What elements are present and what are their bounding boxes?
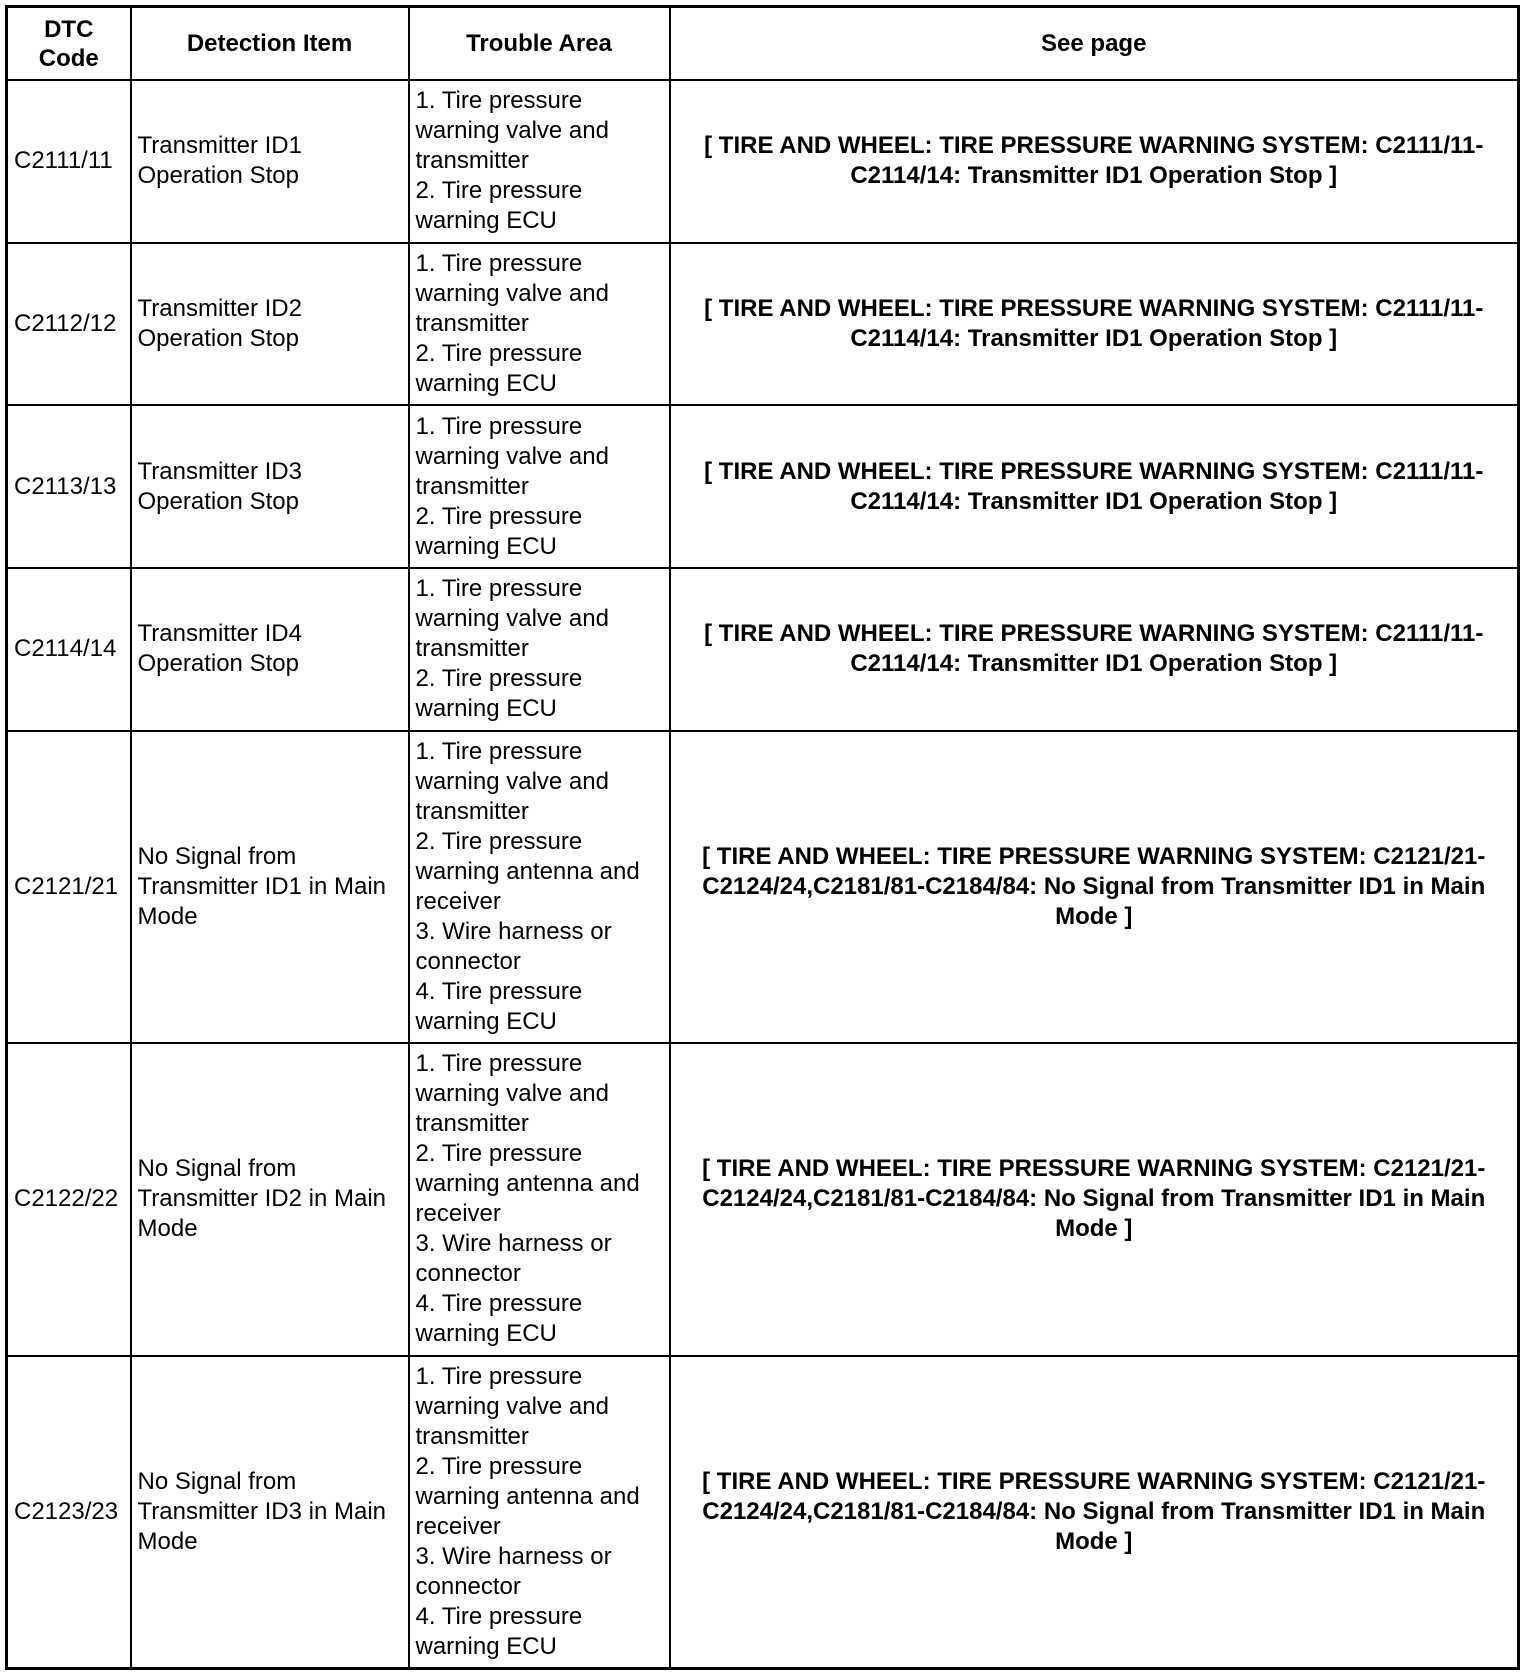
dtc-code-cell: C2121/21: [7, 731, 131, 1043]
trouble-area-cell: [409, 405, 670, 568]
see-page-link[interactable]: [ TIRE AND WHEEL: TIRE PRESSURE WARNING SYSTEM: C2111/11-C2114/14: Transmitter ID1 Operation Stop ]: [670, 80, 1519, 243]
dtc-code-cell: C2123/23: [7, 1356, 131, 1669]
trouble-area-item: 1. Tire pressure warning valve and transmitter: [415, 1050, 609, 1138]
trouble-area-item: 1. Tire pressure warning valve and transmitter: [415, 250, 609, 338]
table-row: [7, 1043, 1519, 1355]
table-row: [7, 80, 1519, 243]
trouble-area-cell: [409, 243, 670, 406]
detection-item-cell: Transmitter ID4 Operation Stop: [131, 568, 409, 731]
see-page-link[interactable]: [ TIRE AND WHEEL: TIRE PRESSURE WARNING SYSTEM: C2111/11-C2114/14: Transmitter ID1 Operation Stop ]: [670, 405, 1519, 568]
trouble-area-item: 2. Tire pressure warning antenna and receiver: [415, 1140, 640, 1228]
trouble-area-item: 4. Tire pressure warning ECU: [415, 1290, 583, 1348]
detection-item-cell: No Signal from Transmitter ID1 in Main Mode: [131, 731, 409, 1043]
trouble-area-item: 2. Tire pressure warning antenna and receiver: [415, 1452, 640, 1540]
dtc-code-cell: C2114/14: [7, 568, 131, 731]
trouble-area-item: 1. Tire pressure warning valve and transmitter: [415, 87, 609, 175]
table-row: [7, 568, 1519, 731]
header-row: [7, 7, 1519, 81]
dtc-code-cell: C2111/11: [7, 80, 131, 243]
trouble-area-cell: [409, 80, 670, 243]
trouble-area-cell: [409, 731, 670, 1043]
dtc-code-cell: C2113/13: [7, 405, 131, 568]
detection-item-cell: No Signal from Transmitter ID3 in Main Mode: [131, 1356, 409, 1669]
table-body: [7, 80, 1519, 1669]
trouble-area-item: 1. Tire pressure warning valve and transmitter: [415, 1362, 609, 1450]
table-header: [7, 7, 1519, 81]
see-page-link[interactable]: [ TIRE AND WHEEL: TIRE PRESSURE WARNING SYSTEM: C2121/21-C2124/24,C2181/81-C2184/84: No Signal from Transmitter ID1 in Main Mode ]: [670, 731, 1519, 1043]
trouble-area-item: 2. Tire pressure warning ECU: [415, 340, 583, 398]
trouble-area-item: 3. Wire harness or connector: [415, 918, 612, 975]
header-see-page: See page: [670, 7, 1519, 81]
trouble-area-item: 1. Tire pressure warning valve and transmitter: [415, 575, 609, 663]
detection-item-cell: No Signal from Transmitter ID2 in Main Mode: [131, 1043, 409, 1355]
trouble-area-cell: [409, 1356, 670, 1669]
table-row: [7, 731, 1519, 1043]
detection-item-cell: Transmitter ID2 Operation Stop: [131, 243, 409, 406]
header-dtc-code: DTC Code: [7, 7, 131, 81]
table-row: [7, 405, 1519, 568]
trouble-area-item: 2. Tire pressure warning antenna and receiver: [415, 828, 640, 915]
trouble-area-cell: [409, 1043, 670, 1355]
see-page-link[interactable]: [ TIRE AND WHEEL: TIRE PRESSURE WARNING SYSTEM: C2111/11-C2114/14: Transmitter ID1 Operation Stop ]: [670, 568, 1519, 731]
see-page-link[interactable]: [ TIRE AND WHEEL: TIRE PRESSURE WARNING SYSTEM: C2121/21-C2124/24,C2181/81-C2184/84: No Signal from Transmitter ID1 in Main Mode ]: [670, 1356, 1519, 1669]
trouble-area-item: 3. Wire harness or connector: [415, 1542, 612, 1600]
dtc-table: [5, 5, 1520, 1670]
dtc-code-cell: C2112/12: [7, 243, 131, 406]
trouble-area-item: 4. Tire pressure warning ECU: [415, 978, 583, 1035]
trouble-area-cell: [409, 568, 670, 731]
table-row: [7, 243, 1519, 406]
trouble-area-item: 4. Tire pressure warning ECU: [415, 1602, 583, 1660]
trouble-area-item: 3. Wire harness or connector: [415, 1230, 612, 1288]
header-detection-item: Detection Item: [131, 7, 409, 81]
trouble-area-item: 1. Tire pressure warning valve and transmitter: [415, 738, 609, 825]
see-page-link[interactable]: [ TIRE AND WHEEL: TIRE PRESSURE WARNING SYSTEM: C2121/21-C2124/24,C2181/81-C2184/84: No Signal from Transmitter ID1 in Main Mode ]: [670, 1043, 1519, 1355]
trouble-area-item: 2. Tire pressure warning ECU: [415, 177, 583, 235]
header-trouble-area: Trouble Area: [409, 7, 670, 81]
trouble-area-item: 2. Tire pressure warning ECU: [415, 665, 583, 723]
detection-item-cell: Transmitter ID1 Operation Stop: [131, 80, 409, 243]
dtc-code-cell: C2122/22: [7, 1043, 131, 1355]
trouble-area-item: 1. Tire pressure warning valve and transmitter: [415, 412, 609, 500]
trouble-area-item: 2. Tire pressure warning ECU: [415, 502, 583, 560]
table-row: [7, 1356, 1519, 1669]
see-page-link[interactable]: [ TIRE AND WHEEL: TIRE PRESSURE WARNING SYSTEM: C2111/11-C2114/14: Transmitter ID1 Operation Stop ]: [670, 243, 1519, 406]
detection-item-cell: Transmitter ID3 Operation Stop: [131, 405, 409, 568]
